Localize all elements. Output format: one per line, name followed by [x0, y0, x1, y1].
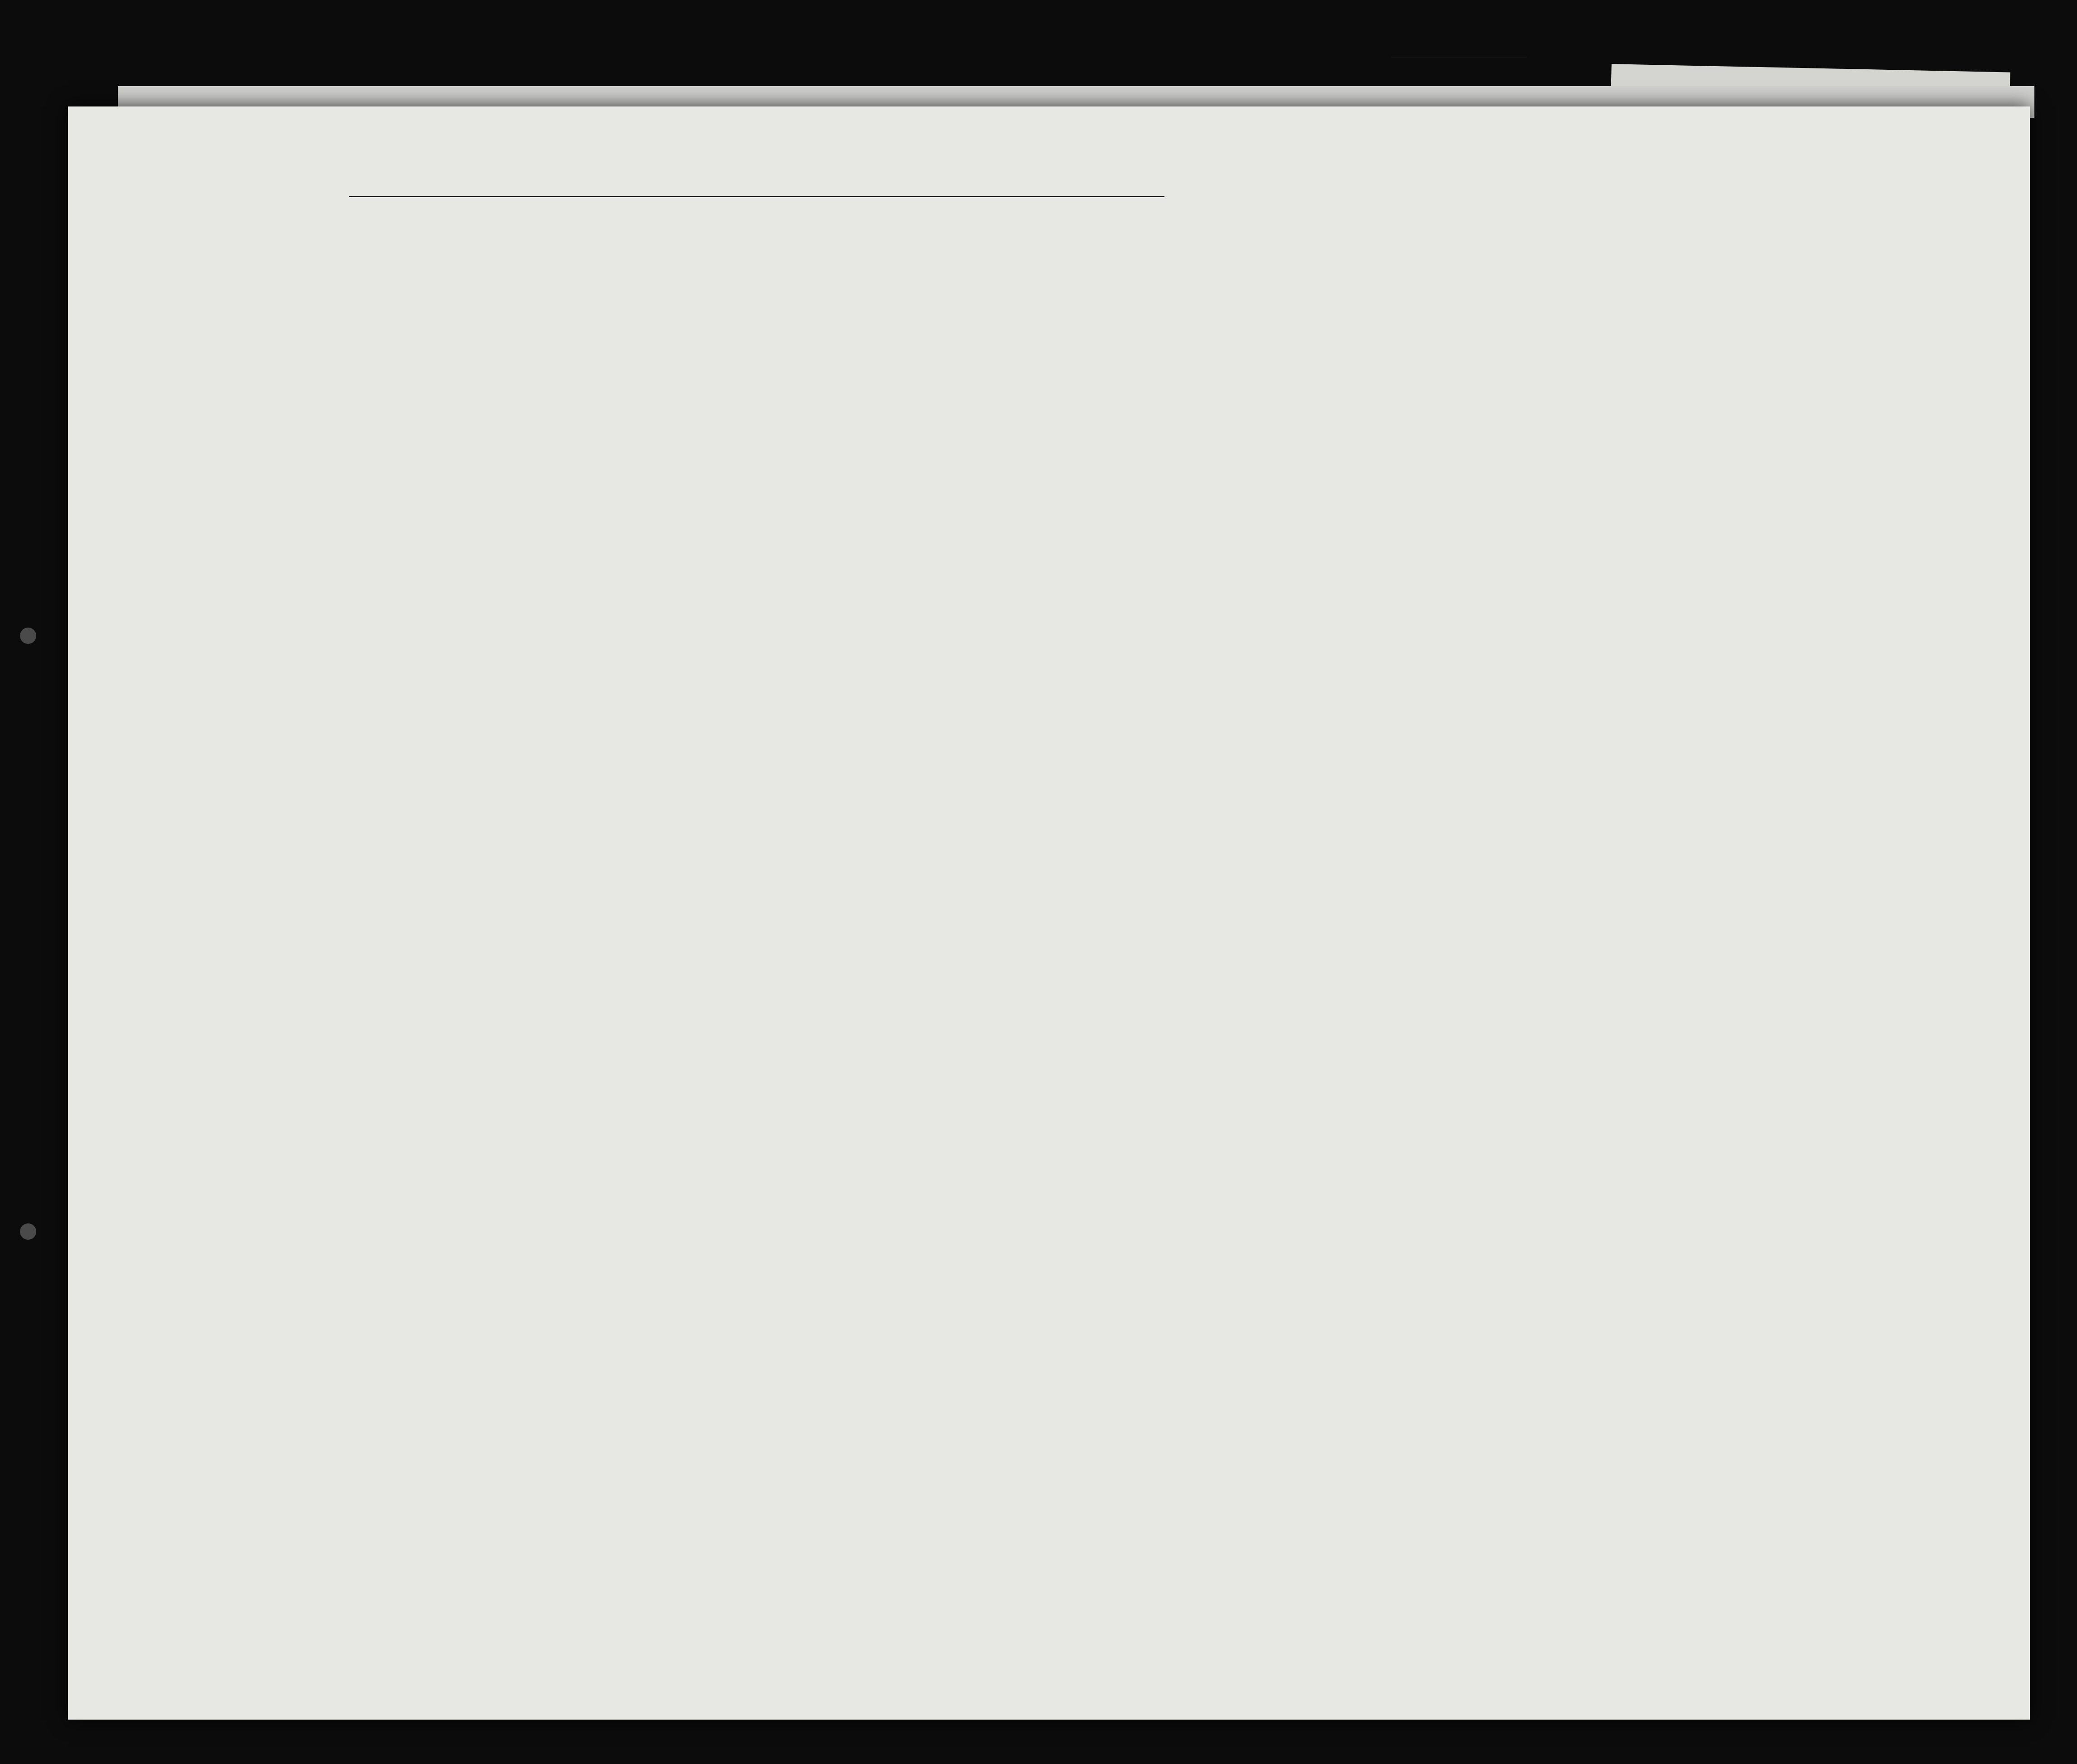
list-line [1391, 57, 1527, 58]
punch-hole [20, 628, 36, 644]
arriving-line [349, 196, 1164, 197]
manifest-sheet [68, 106, 2030, 1720]
punch-hole [20, 1223, 36, 1240]
